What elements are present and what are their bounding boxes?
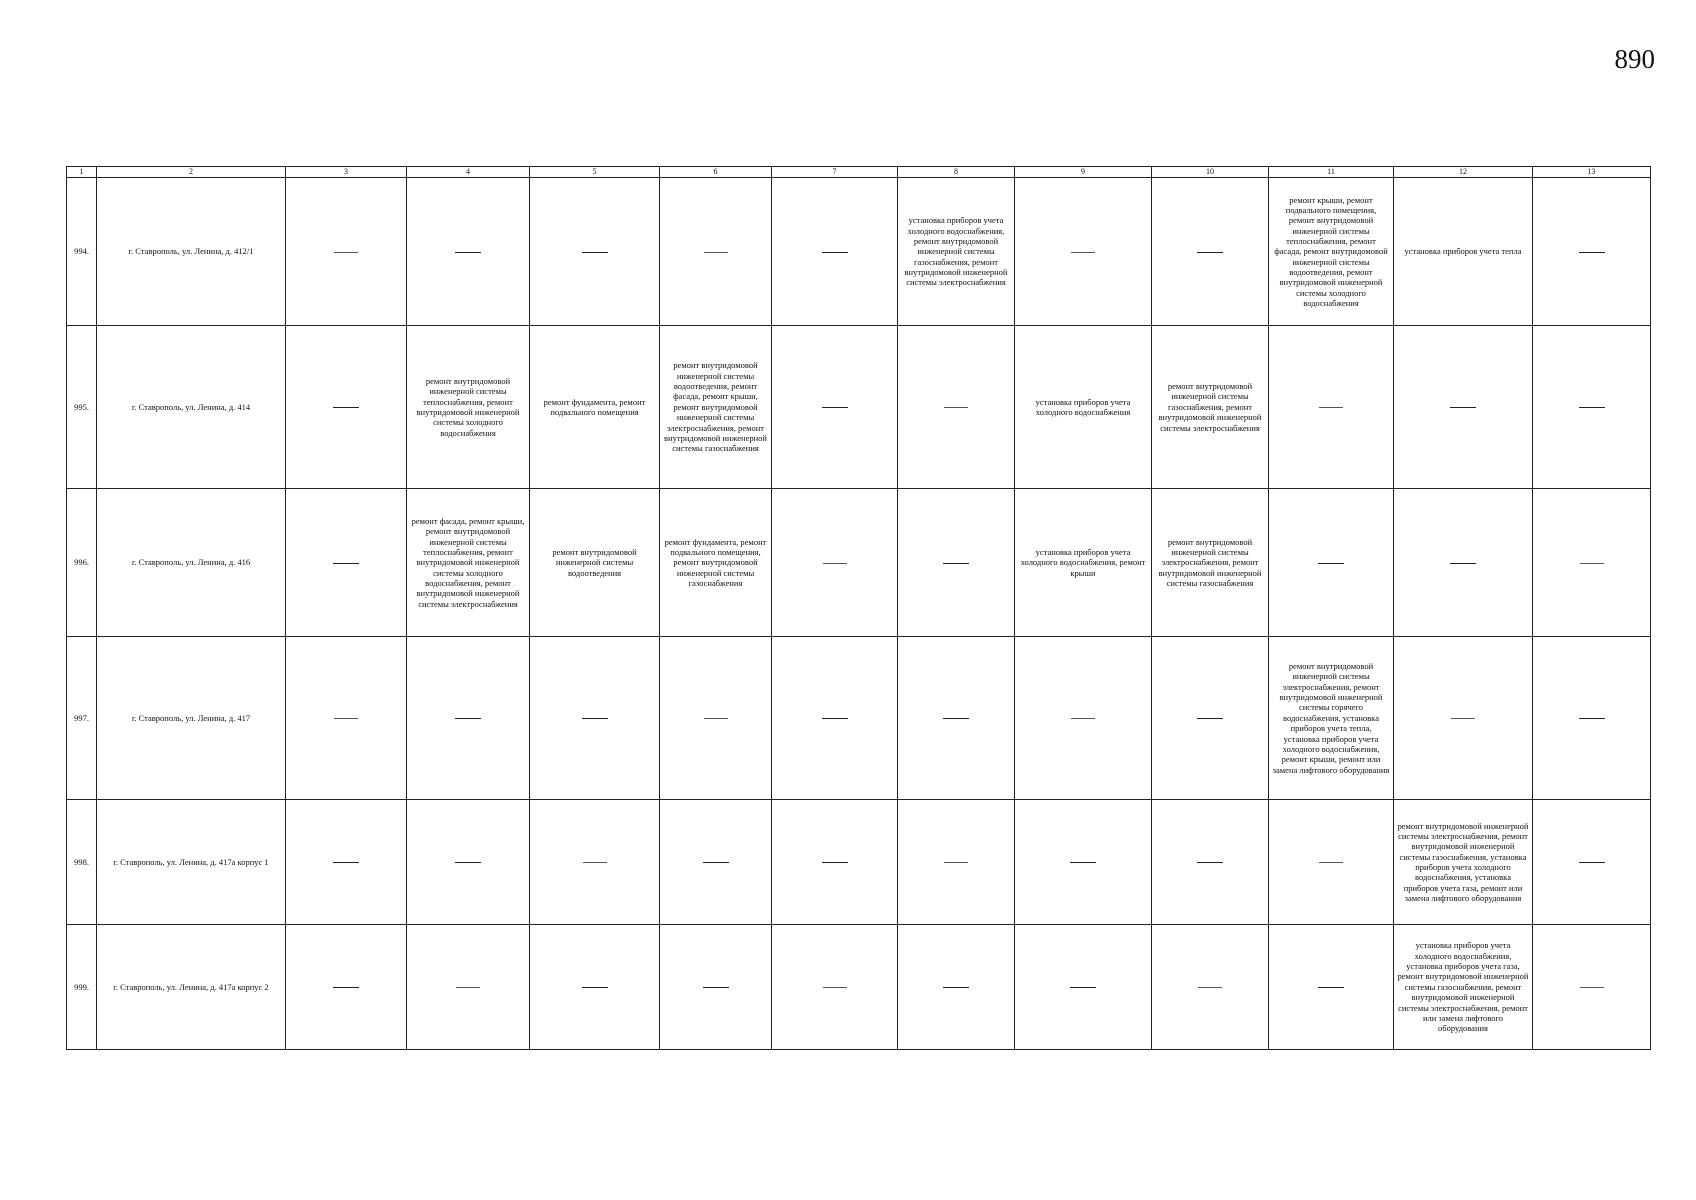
row-number: 996.	[67, 489, 97, 637]
empty-cell	[1152, 800, 1269, 925]
column-header: 1	[67, 167, 97, 178]
empty-cell	[772, 326, 898, 489]
dash-mark	[1071, 252, 1095, 253]
empty-cell	[772, 800, 898, 925]
dash-mark	[1579, 252, 1605, 253]
dash-mark	[1197, 862, 1223, 863]
dash-mark	[1071, 718, 1095, 719]
address-cell: г. Ставрополь, ул. Ленина, д. 417а корпус 2	[97, 925, 286, 1050]
dash-mark	[1450, 563, 1476, 564]
table-row	[67, 637, 1651, 800]
empty-cell	[772, 925, 898, 1050]
empty-cell	[286, 489, 407, 637]
dash-mark	[1198, 987, 1222, 988]
empty-cell	[772, 489, 898, 637]
empty-cell	[1015, 637, 1152, 800]
table-row	[67, 925, 1651, 1050]
dash-mark	[944, 862, 968, 863]
empty-cell	[286, 925, 407, 1050]
empty-cell	[1533, 178, 1651, 326]
empty-cell	[1533, 637, 1651, 800]
work-description-cell: ремонт внутридомовой инженерной системы теплоснабжения, ремонт внутридомовой инженерной системы холодного водоснабжения	[407, 326, 530, 489]
dash-mark	[943, 987, 969, 988]
table-row	[67, 489, 1651, 637]
address-cell: г. Ставрополь, ул. Ленина, д. 417а корпус 1	[97, 800, 286, 925]
empty-cell	[407, 637, 530, 800]
work-description-cell: ремонт крыши, ремонт подвального помещения, ремонт внутридомовой инженерной системы теплоснабжения, ремонт фасада, ремонт внутридомовой инженерной системы водоотведения, ремонт внутридомовой инженерной системы холодного водоснабжения	[1269, 178, 1394, 326]
dash-mark	[944, 407, 968, 408]
empty-cell	[407, 178, 530, 326]
empty-cell	[898, 637, 1015, 800]
work-description-cell: установка приборов учета холодного водоснабжения, установка приборов учета газа, ремонт внутридомовой инженерной системы газоснабжения, ремонт внутридомовой инженерной системы электроснабжения, ремонт или замена лифтового оборудования	[1394, 925, 1533, 1050]
dash-mark	[823, 563, 847, 564]
dash-mark	[583, 862, 607, 863]
dash-mark	[1197, 718, 1223, 719]
dash-mark	[943, 718, 969, 719]
column-header: 12	[1394, 167, 1533, 178]
dash-mark	[1318, 987, 1344, 988]
dash-mark	[455, 718, 481, 719]
empty-cell	[1152, 637, 1269, 800]
empty-cell	[1533, 800, 1651, 925]
empty-cell	[1269, 489, 1394, 637]
work-description-cell: ремонт внутридомовой инженерной системы водоотведения, ремонт фасада, ремонт крыши, ремонт внутридомовой инженерной системы электроснабжения, ремонт внутридомовой инженерной системы газоснабжения	[660, 326, 772, 489]
empty-cell	[898, 925, 1015, 1050]
repair-schedule-table	[66, 166, 1651, 1050]
row-number: 995.	[67, 326, 97, 489]
dash-mark	[822, 718, 848, 719]
column-header: 9	[1015, 167, 1152, 178]
column-header: 10	[1152, 167, 1269, 178]
work-description-cell: установка приборов учета холодного водоснабжения	[1015, 326, 1152, 489]
dash-mark	[1450, 407, 1476, 408]
work-description-cell: установка приборов учета тепла	[1394, 178, 1533, 326]
row-number: 997.	[67, 637, 97, 800]
empty-cell	[1533, 326, 1651, 489]
empty-cell	[1152, 925, 1269, 1050]
empty-cell	[898, 489, 1015, 637]
table-row	[67, 326, 1651, 489]
empty-cell	[1533, 925, 1651, 1050]
empty-cell	[1152, 178, 1269, 326]
dash-mark	[1070, 987, 1096, 988]
empty-cell	[530, 178, 660, 326]
empty-cell	[1533, 489, 1651, 637]
empty-cell	[1394, 637, 1533, 800]
dash-mark	[1579, 407, 1605, 408]
dash-mark	[334, 252, 358, 253]
column-header: 3	[286, 167, 407, 178]
address-cell: г. Ставрополь, ул. Ленина, д. 416	[97, 489, 286, 637]
work-description-cell: ремонт внутридомовой инженерной системы водоотведения	[530, 489, 660, 637]
empty-cell	[1015, 800, 1152, 925]
dash-mark	[1319, 862, 1343, 863]
empty-cell	[286, 800, 407, 925]
dash-mark	[334, 718, 358, 719]
work-description-cell: ремонт внутридомовой инженерной системы электроснабжения, ремонт внутридомовой инженерной системы газоснабжения, установка приборов учета холодного водоснабжения, установка приборов учета газа, ремонт или замена лифтового оборудования	[1394, 800, 1533, 925]
dash-mark	[333, 987, 359, 988]
dash-mark	[582, 252, 608, 253]
dash-mark	[1197, 252, 1223, 253]
column-number-row	[67, 167, 1651, 178]
address-cell: г. Ставрополь, ул. Ленина, д. 414	[97, 326, 286, 489]
dash-mark	[943, 563, 969, 564]
empty-cell	[1269, 326, 1394, 489]
empty-cell	[407, 925, 530, 1050]
empty-cell	[286, 637, 407, 800]
dash-mark	[822, 862, 848, 863]
empty-cell	[1269, 925, 1394, 1050]
table-row	[67, 178, 1651, 326]
empty-cell	[530, 637, 660, 800]
empty-cell	[772, 178, 898, 326]
dash-mark	[456, 987, 480, 988]
page-number: 890	[1614, 44, 1655, 74]
dash-mark	[1580, 987, 1604, 988]
dash-mark	[1579, 862, 1605, 863]
table-row	[67, 800, 1651, 925]
column-header: 8	[898, 167, 1015, 178]
empty-cell	[286, 178, 407, 326]
empty-cell	[286, 326, 407, 489]
empty-cell	[660, 925, 772, 1050]
work-description-cell: ремонт внутридомовой инженерной системы электроснабжения, ремонт внутридомовой инженерной системы газоснабжения	[1152, 489, 1269, 637]
dash-mark	[333, 862, 359, 863]
dash-mark	[822, 407, 848, 408]
empty-cell	[660, 637, 772, 800]
dash-mark	[333, 407, 359, 408]
dash-mark	[703, 862, 729, 863]
column-header: 2	[97, 167, 286, 178]
dash-mark	[1070, 862, 1096, 863]
dash-mark	[582, 718, 608, 719]
empty-cell	[1394, 326, 1533, 489]
empty-cell	[530, 800, 660, 925]
dash-mark	[455, 862, 481, 863]
row-number: 998.	[67, 800, 97, 925]
work-description-cell: установка приборов учета холодного водоснабжения, ремонт внутридомовой инженерной системы газоснабжения, ремонт внутридомовой инженерной системы электроснабжения	[898, 178, 1015, 326]
dash-mark	[1580, 563, 1604, 564]
empty-cell	[1015, 925, 1152, 1050]
work-description-cell: ремонт фасада, ремонт крыши, ремонт внутридомовой инженерной системы теплоснабжения, ремонт внутридомовой инженерной системы холодного водоснабжения, ремонт внутридомовой инженерной системы электроснабжения	[407, 489, 530, 637]
dash-mark	[1319, 407, 1343, 408]
dash-mark	[823, 987, 847, 988]
dash-mark	[1579, 718, 1605, 719]
column-header: 13	[1533, 167, 1651, 178]
column-header: 6	[660, 167, 772, 178]
address-cell: г. Ставрополь, ул. Ленина, д. 412/1	[97, 178, 286, 326]
empty-cell	[660, 800, 772, 925]
empty-cell	[772, 637, 898, 800]
row-number: 999.	[67, 925, 97, 1050]
dash-mark	[333, 563, 359, 564]
empty-cell	[898, 326, 1015, 489]
empty-cell	[898, 800, 1015, 925]
empty-cell	[1015, 178, 1152, 326]
column-header: 11	[1269, 167, 1394, 178]
empty-cell	[1269, 800, 1394, 925]
dash-mark	[1318, 563, 1344, 564]
work-description-cell: ремонт фундамента, ремонт подвального помещения, ремонт внутридомовой инженерной системы газоснабжения	[660, 489, 772, 637]
work-description-cell: ремонт внутридомовой инженерной системы газоснабжения, ремонт внутридомовой инженерной системы электроснабжения	[1152, 326, 1269, 489]
table-body	[67, 178, 1651, 1050]
empty-cell	[1394, 489, 1533, 637]
row-number: 994.	[67, 178, 97, 326]
dash-mark	[582, 987, 608, 988]
dash-mark	[455, 252, 481, 253]
dash-mark	[704, 718, 728, 719]
empty-cell	[407, 800, 530, 925]
empty-cell	[530, 925, 660, 1050]
column-header: 4	[407, 167, 530, 178]
work-description-cell: установка приборов учета холодного водоснабжения, ремонт крыши	[1015, 489, 1152, 637]
work-description-cell: ремонт внутридомовой инженерной системы электроснабжения, ремонт внутридомовой инженерной системы горячего водоснабжения, установка приборов учета тепла, установка приборов учета холодного водоснабжения, ремонт крыши, ремонт или замена лифтового оборудования	[1269, 637, 1394, 800]
dash-mark	[822, 252, 848, 253]
dash-mark	[703, 987, 729, 988]
dash-mark	[1451, 718, 1475, 719]
empty-cell	[660, 178, 772, 326]
address-cell: г. Ставрополь, ул. Ленина, д. 417	[97, 637, 286, 800]
column-header: 7	[772, 167, 898, 178]
dash-mark	[704, 252, 728, 253]
work-description-cell: ремонт фундамента, ремонт подвального помещения	[530, 326, 660, 489]
column-header: 5	[530, 167, 660, 178]
